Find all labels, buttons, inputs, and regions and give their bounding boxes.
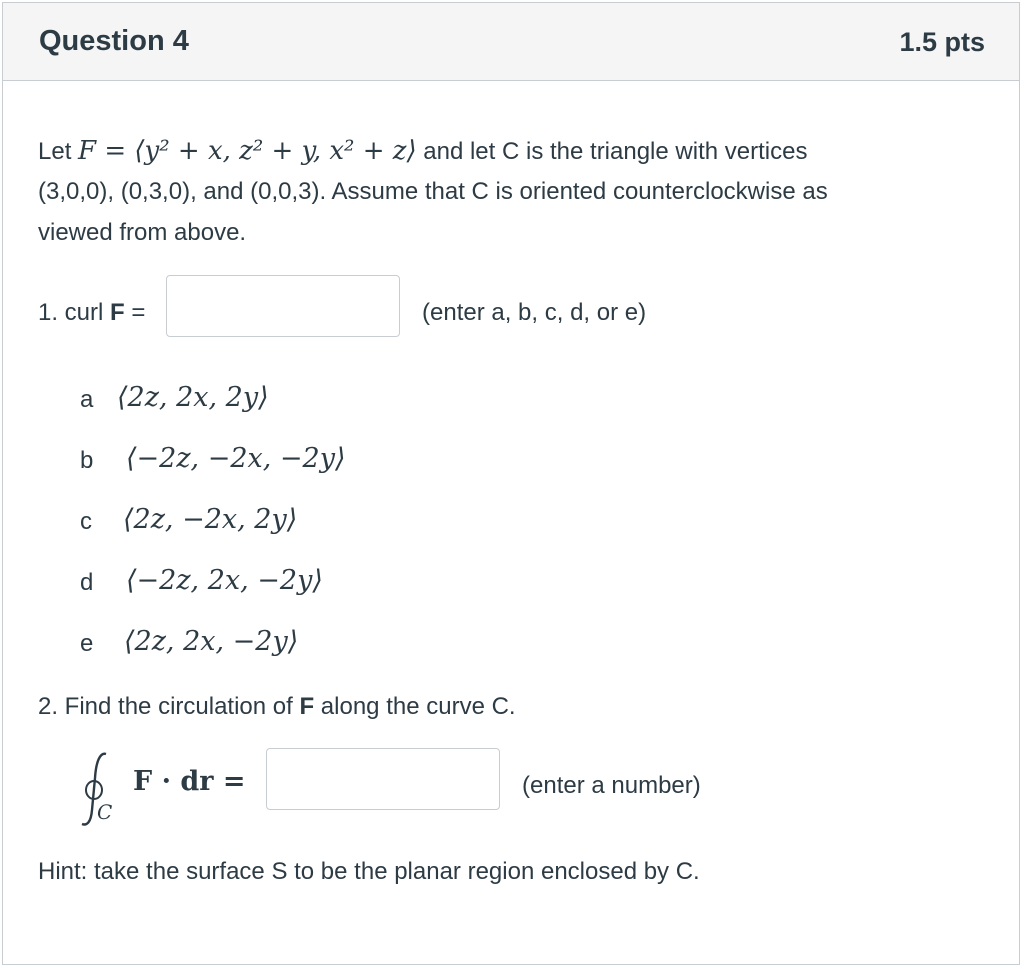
part1-label	[38, 293, 145, 333]
part1-label-bold: F	[110, 299, 125, 326]
option-c-letter: c	[80, 508, 92, 535]
option-c-expression: ⟨2z, −2x, 2y⟩	[123, 504, 298, 535]
integral-expression: F · dr =	[133, 766, 246, 797]
curl-answer-input[interactable]	[166, 275, 400, 337]
part2-hint: (enter a number)	[522, 772, 701, 799]
surface-hint: Hint: take the surface S to be the planar region enclosed by C.	[38, 858, 700, 885]
part2-label-bold: F	[299, 693, 315, 720]
question-points: 1.5 pts	[899, 27, 985, 57]
option-d-letter: d	[80, 569, 94, 596]
option-b-letter: b	[80, 447, 94, 474]
part1-label-eq: =	[124, 299, 146, 326]
part2-label-suffix: along the curve C.	[314, 693, 516, 720]
question-title: Question 4	[39, 25, 189, 57]
option-d-expression: ⟨−2z, 2x, −2y⟩	[126, 565, 323, 596]
circulation-answer-input[interactable]	[266, 748, 500, 810]
option-e-letter: e	[80, 630, 94, 657]
part1-label-text: 1. curl	[38, 299, 111, 326]
option-b-expression: ⟨−2z, −2x, −2y⟩	[126, 443, 346, 474]
prompt-field-expression: F = ⟨y² + x, z² + y, x² + z⟩	[78, 136, 417, 166]
integral-subscript: C	[97, 800, 113, 824]
option-a-letter: a	[80, 386, 94, 413]
part2-label-text: 2. Find the circulation of	[38, 693, 300, 720]
option-a-expression: ⟨2z, 2x, 2y⟩	[117, 382, 269, 413]
part2-label	[38, 687, 516, 727]
prompt-line-1	[38, 131, 807, 172]
prompt-line-2: (3,0,0), (0,3,0), and (0,0,3). Assume that C is oriented counterclockwise as	[38, 178, 828, 205]
prompt-line-3: viewed from above.	[38, 219, 247, 246]
option-e-expression: ⟨2z, 2x, −2y⟩	[124, 626, 299, 657]
part1-hint: (enter a, b, c, d, or e)	[422, 299, 647, 326]
question-header	[3, 3, 1019, 81]
prompt-suffix: and let C is the triangle with vertices	[416, 138, 808, 165]
prompt-prefix: Let	[38, 138, 79, 165]
